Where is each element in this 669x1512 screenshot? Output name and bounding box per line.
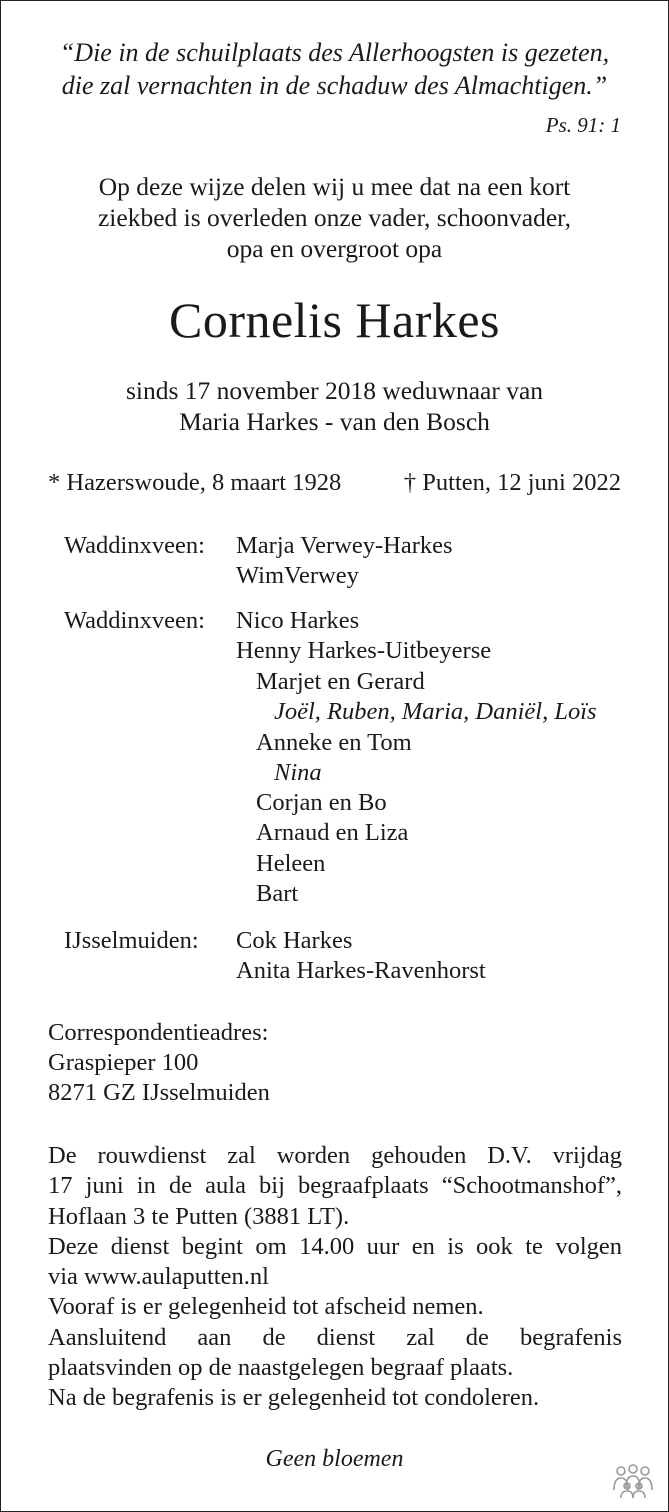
family-place-1: Waddinxveen: — [64, 532, 205, 559]
service-line: De rouwdienst zal worden gehouden D.V. vrijdag — [48, 1142, 622, 1169]
service-line: Deze dienst begint om 14.00 uur en is ook te volgen — [48, 1232, 622, 1260]
grandchild: Anneke en Tom — [256, 729, 412, 756]
service-line: via www.aulaputten.nl — [48, 1263, 269, 1291]
verse-line-1: “Die in de schuilplaats des Allerhoogsten is gezeten, — [59, 38, 610, 67]
service-line: Na de begrafenis is er gelegenheid tot condoleren. — [48, 1384, 540, 1412]
service-paragraph — [48, 1141, 622, 1414]
correspondence-city: 8271 GZ IJsselmuiden — [48, 1079, 270, 1106]
birth-date: * Hazerswoude, 8 maart 1928 — [48, 469, 342, 496]
family-member: Marja Verwey-Harkes — [236, 532, 453, 559]
verse-line-2: die zal vernachten in de schaduw des Almachtigen.” — [61, 71, 608, 100]
correspondence-label: Correspondentieadres: — [48, 1019, 269, 1046]
family-member: Anita Harkes-Ravenhorst — [236, 957, 486, 984]
family-member: Henny Harkes-Uitbeyerse — [236, 637, 492, 664]
family-place-3: IJsselmuiden: — [64, 927, 199, 954]
correspondence-street: Graspieper 100 — [48, 1049, 199, 1076]
service-line: 17 juni in de aula bij begraafplaats “Schootmanshof”, — [48, 1172, 622, 1200]
service-line: Vooraf is er gelegenheid tot afscheid nemen. — [48, 1293, 484, 1321]
widower-line-1: sinds 17 november 2018 weduwnaar van — [125, 376, 544, 405]
great-grandchildren: Nina — [274, 759, 322, 786]
family-place-2: Waddinxveen: — [64, 607, 205, 634]
intro-line-1: Op deze wijze delen wij u mee dat na een kort — [98, 172, 571, 201]
family-member: Nico Harkes — [236, 607, 360, 634]
deceased-name: Cornelis Harkes — [168, 292, 501, 348]
people-group-icon — [611, 1464, 655, 1500]
grandchild: Bart — [256, 880, 299, 907]
grandchild: Heleen — [256, 850, 326, 877]
family-member: Cok Harkes — [236, 927, 353, 954]
death-date: † Putten, 12 juni 2022 — [403, 469, 621, 496]
family-member: WimVerwey — [236, 562, 359, 589]
no-flowers-note: Geen bloemen — [265, 1446, 404, 1472]
grandchild: Corjan en Bo — [256, 789, 387, 816]
great-grandchildren: Joël, Ruben, Maria, Daniël, Loïs — [274, 698, 597, 725]
grandchild: Marjet en Gerard — [256, 668, 425, 695]
verse-reference: Ps. 91: 1 — [545, 113, 621, 137]
intro-line-3: opa en overgroot opa — [226, 234, 443, 263]
service-line: plaatsvinden op de naastgelegen begraaf plaats. — [48, 1354, 514, 1382]
service-line: Hoflaan 3 te Putten (3881 LT). — [48, 1202, 350, 1230]
service-line: Aansluitend aan de dienst zal de begrafenis — [48, 1323, 622, 1351]
intro-line-2: ziekbed is overleden onze vader, schoonvader, — [97, 203, 572, 232]
grandchild: Arnaud en Liza — [256, 819, 409, 846]
widower-line-2: Maria Harkes - van den Bosch — [179, 407, 490, 436]
